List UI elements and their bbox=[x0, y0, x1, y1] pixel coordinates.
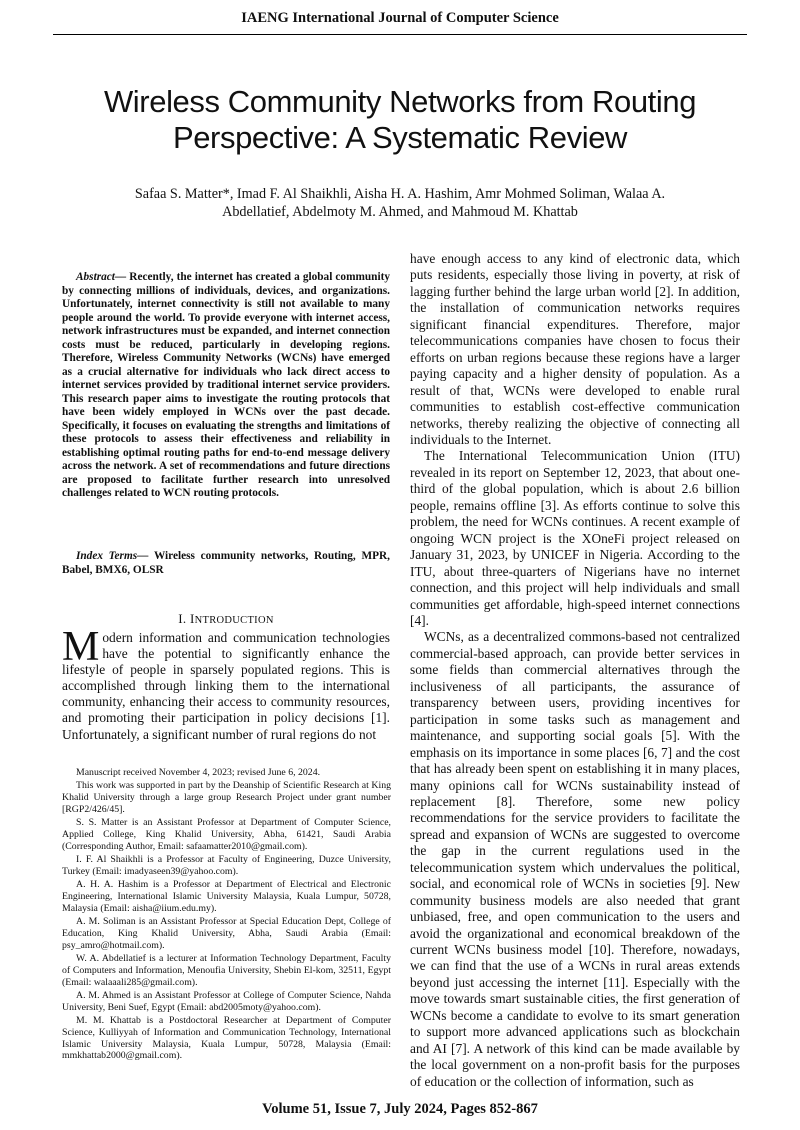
footnote-author-abdellatief: W. A. Abdellatief is a lecturer at Information Technology Department, Faculty of Computers and Information, Menoufia University, Shebin El-kom, 32511, Egypt (Email: walaaali285@gmail.com). bbox=[62, 952, 391, 988]
index-terms-text: Wireless community networks, Routing, MPR, Babel, BMX6, OLSR bbox=[62, 550, 390, 576]
paper-title: Wireless Community Networks from Routing Perspective: A Systematic Review bbox=[103, 84, 697, 155]
section-title: NTRODUCTION bbox=[194, 615, 274, 626]
intro-text: odern information and communication technologies have the potential to significantly enhance the lifestyle of people in sparsely populated regions. This is accomplished through linking them to the international community, enhancing their access to community resources, and promoting their participation in policy decisions [1]. Unfortunately, a significant number of rural regions do not bbox=[62, 630, 390, 742]
footnotes bbox=[62, 767, 391, 1064]
footnote-funding: This work was supported in part by the Deanship of Scientific Research at King Khalid University through a large group Research Project under grant number [RGP2/426/45]. bbox=[62, 780, 391, 815]
journal-header: IAENG International Journal of Computer Science bbox=[241, 10, 559, 26]
right-column bbox=[410, 251, 740, 1090]
abstract-text: Recently, the internet has created a global community by connecting millions of individuals, devices, and organizations. Unfortunately, internet connectivity is still not available to many people around the world. To provide everyone with internet access, network infrastructures must be expanded, and internet connection costs must be reduced, particularly in developing regions. Therefore, Wireless Community Networks (WCNs) have emerged as a crucial alternative for individuals who lack direct access to internet services provided by traditional internet service providers. This research paper aims to investigate the routing protocols that have been widely employed in WCNs over the past decade. Specifically, it focuses on evaluating the strengths and limitations of these protocols to assess their effectiveness and reliability in establishing optimal routing paths for end-to-end message delivery across the network. A set of recommendations and future directions are proposed to facilitate further research into unresolved challenges related to WCN routing protocols. bbox=[62, 271, 390, 499]
footnote-author-soliman: A. M. Soliman is an Assistant Professor at Special Education Dept, College of Education, King Khalid University, Abha, Saudi Arabia (Email: psy_amro@hotmail.com). bbox=[62, 916, 391, 951]
section-heading bbox=[62, 611, 390, 627]
body-paragraph: The International Telecommunication Union (ITU) revealed in its report on September 12, 2023, that about one-third of the global population, which is about 2.6 billion people, remains offline [3]. As efforts continue to solve this problem, the need for WCNs continues. A recent example of ongoing WCN project is the XOneFi project released on January 31, 2023, by UNICEF in Nigeria. According to the ITU, about three-quarters of Nigerians have no internet connection, and this project will help individuals and small communities get affordable, high-speed internet connections [4]. bbox=[410, 448, 740, 628]
intro-paragraph bbox=[62, 624, 390, 743]
footnote-received: Manuscript received November 4, 2023; revised June 6, 2024. bbox=[76, 767, 321, 778]
abstract bbox=[62, 271, 390, 501]
section-numeral: I. I bbox=[178, 611, 195, 626]
index-terms-label: Index Terms— bbox=[76, 550, 149, 562]
author-list: Safaa S. Matter*, Imad F. Al Shaikhli, Aisha H. A. Hashim, Amr Mohmed Soliman, Walaa A. Abdellatief, Abdelmoty M. Ahmed, and Mahmoud M. Khattab bbox=[134, 186, 666, 220]
footnote-author-matter: S. S. Matter is an Assistant Professor at Department of Computer Science, Applied College, King Khalid University, Abha, 61421, Saudi Arabia (Corresponding Author, Email: safaamatter2010@gmail.com). bbox=[62, 817, 391, 852]
footnote-author-hashim: A. H. A. Hashim is a Professor at Department of Electrical and Electronic Engineering, International Islamic University Malaysia, Kuala Lumpur, 50728, Malaysia (Email: aisha@iium.edu.my). bbox=[62, 879, 391, 914]
drop-cap: M bbox=[62, 624, 100, 670]
page-footer: Volume 51, Issue 7, July 2024, Pages 852-867 bbox=[262, 1101, 538, 1117]
abstract-label: Abstract— bbox=[76, 271, 127, 283]
body-paragraph: have enough access to any kind of electronic data, which puts residents, especially those living in poverty, at risk of lagging further behind the large urban world [2]. In addition, the installation of communication networks requires significant financial expenditures. Therefore, major telecommunications companies have chosen to focus their efforts on urban regions because these regions have a larger paying capacity and a higher density of population. As a result of that, WCNs were developed to enable rural communities to establish cost-effective communication networks, thereby realizing the objective of connecting all individuals to the Internet. bbox=[410, 251, 740, 447]
index-terms bbox=[62, 550, 390, 577]
header-rule bbox=[53, 34, 747, 35]
footnote-author-alshaikhli: I. F. Al Shaikhli is a Professor at Faculty of Engineering, Duzce University, Turkey (Email: imadyaseen39@yahoo.com). bbox=[62, 854, 391, 877]
footnote-author-khattab: M. M. Khattab is a Postdoctoral Researcher at Department of Computer Science, Kulliyyah of Information and Communication Technology, International Islamic University Malaysia, Kuala Lumpur, 50728, Malaysia (Email: mmkhattab2000@gmail.com). bbox=[62, 1014, 391, 1062]
footnote-author-ahmed: A. M. Ahmed is an Assistant Professor at College of Computer Science, Nahda University, Beni Suef, Egypt (Email: abd2005moty@yahoo.com). bbox=[62, 989, 391, 1013]
body-paragraph: WCNs, as a decentralized commons-based not centralized commercial-based approach, can provide better services in some fields than commercial alternatives through the inclusiveness of all participants, the assurance of transparency between users, providing incentives for participation in some tasks such as management and maintenance, and supporting social goals [5]. With the emphasis on its importance in some places [6, 7] and the cost that has already been spent on establishing it in many places, many opinions call for WCNs sustainability instead of replacement [8]. Therefore, some new policy recommendations for the service providers to facilitate the spread and expansion of WCNs are suggested to overcome the gap in the current regulations used in the telecommunication system which undervalues the political, social, and economical role of WCNs in societies [9]. New community business models are also needed that grant unbiased, free, and open communication to the users and avoid the organizational and economical breakdown of the current WCNs business model [10]. Therefore, nowadays, we can find that the use of a WCNs in rural areas extends beyond just accessing the internet [11]. Especially with the move towards smart sustainable cities, the first generation of WCNs become a candidate to evolve to its smart generation to support more advanced applications such as blockchain and AI [7]. A network of this kind can be made available by the local government on a non-profit basis for the purposes of education or the collection of information, such as bbox=[410, 629, 740, 1089]
